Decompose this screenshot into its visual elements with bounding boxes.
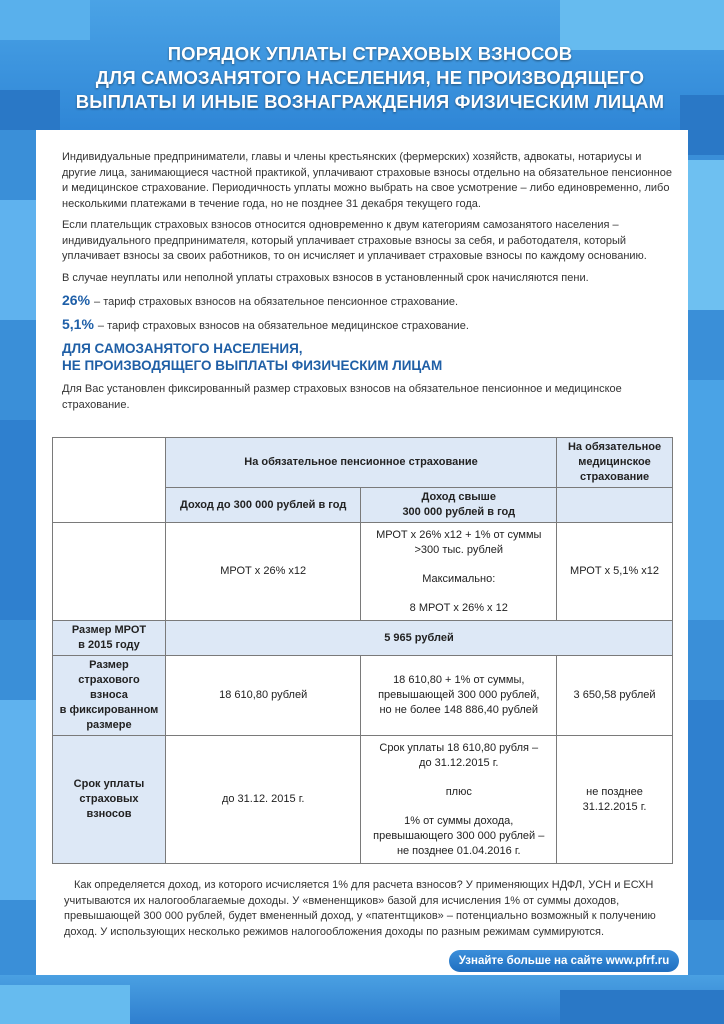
content-sheet (36, 130, 688, 975)
section-heading (62, 340, 674, 374)
formula-high-line-3: Максимально: (422, 572, 496, 585)
fixed-label (53, 656, 166, 736)
income-explanation (64, 878, 676, 946)
decor-tile (688, 700, 724, 920)
formula-low: МРОТ х 26% х12 (165, 523, 361, 621)
header-income-high-line-1: Доход свыше (421, 491, 496, 503)
term-medical-line-2: 31.12.2015 г. (582, 800, 647, 813)
formula-high-line-2: >300 тыс. рублей (414, 543, 503, 556)
fixed-high-line-3: но не более 148 886,40 рублей (379, 704, 539, 716)
pension-rate-row (62, 292, 674, 308)
fixed-high-line-1: 18 610,80 + 1% от суммы, (393, 674, 525, 686)
intro-paragraph-3: В случае неуплаты или неполной уплаты страховых взносов в установленный срок начисляются пени. (62, 271, 589, 284)
decor-tile (688, 380, 724, 620)
formula-row-label (53, 523, 166, 621)
mrot-label-line-2: в 2015 году (78, 639, 140, 651)
mrot-label (53, 621, 166, 656)
header-medical: На обязательное медицинское страхование (557, 438, 673, 488)
decor-tile (0, 420, 36, 620)
term-label (53, 736, 166, 864)
title-line-3: ВЫПЛАТЫ И ИНЫЕ ВОЗНАГРАЖДЕНИЯ ФИЗИЧЕСКИМ ЛИЦАМ (75, 91, 665, 112)
intro-section (62, 150, 674, 419)
medical-rate-text: – тариф страховых взносов на обязательное медицинское страхование. (97, 320, 469, 332)
fixed-label-line-5: размере (86, 719, 132, 731)
term-high-line-4: 1% от суммы дохода, (404, 814, 514, 827)
term-high-line-6: не позднее 01.04.2016 г. (396, 844, 521, 857)
fixed-high (361, 656, 557, 736)
pension-rate-text: – тариф страховых взносов на обязательное пенсионное страхование. (94, 296, 459, 308)
decor-tile (688, 160, 724, 310)
decor-tile (0, 90, 60, 130)
fixed-label-line-1: Размер (89, 659, 129, 671)
formula-high-line-1: МРОТ х 26% х12 + 1% от суммы (376, 528, 542, 541)
decor-tile (0, 0, 90, 40)
term-high-line-5: превышающего 300 000 рублей – (373, 829, 545, 842)
header-pension: На обязательное пенсионное страхование (165, 438, 556, 488)
fixed-label-line-4: в фиксированном (59, 704, 159, 716)
section-heading-line-2: НЕ ПРОИЗВОДЯЩЕГО ВЫПЛАТЫ ФИЗИЧЕСКИМ ЛИЦАМ (62, 358, 443, 373)
decor-tile (560, 990, 724, 1024)
title-line-2: ДЛЯ САМОЗАНЯТОГО НАСЕЛЕНИЯ, НЕ ПРОИЗВОДЯЩЕГО (95, 67, 645, 88)
formula-medical: МРОТ х 5,1% х12 (557, 523, 673, 621)
header-income-high (361, 488, 557, 523)
formula-high-line-4: 8 МРОТ х 26% х 12 (409, 601, 508, 614)
mrot-value: 5 965 рублей (165, 621, 672, 656)
term-medical (557, 736, 673, 864)
section-intro: Для Вас установлен фиксированный размер страховых взносов на обязательное пенсионное и медицинское страхование. (62, 383, 622, 411)
header-income-low: Доход до 300 000 рублей в год (165, 488, 361, 523)
table-corner-cell (53, 438, 166, 523)
term-high-line-1: Срок уплаты 18 610,80 рубля – (379, 741, 539, 754)
intro-paragraph-2: Если плательщик страховых взносов относится одновременно к двум категориям самозанятого населения – индивидуального предпринимателя, который уплачивает страховые взносы за себя, и работодателя, который уплачивает взносы за своих работников, то он исчисляет и уплачивает страховые взносы по каждому основанию. (62, 219, 647, 262)
intro-paragraph-1: Индивидуальные предприниматели, главы и члены крестьянских (фермерских) хозяйств, адвокаты, нотариусы и другие лица, занимающиеся частной практикой, уплачивают страховые взносы отдельно на обязательное пенсионное и медицинское страхование. Периодичность уплаты можно выбрать на свое усмотрение – либо единовременно, либо несколькими платежами в течение года, но не позднее 31 декабря текущего года. (62, 151, 672, 210)
term-high (361, 736, 557, 864)
section-heading-line-1: ДЛЯ САМОЗАНЯТОГО НАСЕЛЕНИЯ, (62, 341, 303, 356)
contributions-table (52, 437, 673, 864)
medical-rate-value: 5,1% (62, 316, 94, 332)
term-low: до 31.12. 2015 г. (165, 736, 361, 864)
term-high-line-2: до 31.12.2015 г. (419, 756, 499, 769)
header-income-high-line-2: 300 000 рублей в год (402, 506, 516, 518)
pension-rate-value: 26% (62, 292, 91, 308)
formula-high (361, 523, 557, 621)
fixed-label-line-3: взноса (90, 689, 128, 701)
header-medical-empty (557, 488, 673, 523)
title-line-1: ПОРЯДОК УПЛАТЫ СТРАХОВЫХ ВЗНОСОВ (167, 43, 573, 64)
fixed-medical: 3 650,58 рублей (557, 656, 673, 736)
mrot-label-line-1: Размер МРОТ (71, 624, 147, 636)
income-explanation-paragraph: Как определяется доход, из которого исчисляется 1% для расчета взносов? У применяющих НДФЛ, УСН и ЕСХН учитываются их налогооблагаемые доходы. У «вмененщиков» базой для исчисления 1% от суммы доходов, превышающей 300 000 рублей, будет вмененный доход, у «патентщиков» – потенциально возможный к получению доход. У использующих несколько режимов налогообложения доходы по разным режимам суммируются. (64, 879, 656, 938)
term-label-line-3: взносов (86, 808, 132, 820)
term-label-line-2: страховых (79, 793, 139, 805)
decor-tile (0, 985, 130, 1024)
medical-rate-row (62, 316, 674, 332)
fixed-label-line-2: страхового (78, 674, 140, 686)
decor-tile (0, 200, 36, 320)
term-label-line-1: Срок уплаты (73, 778, 145, 790)
decor-tile (0, 700, 36, 900)
fixed-low: 18 610,80 рублей (165, 656, 361, 736)
pfrf-site-link[interactable]: Узнайте больше на сайте www.pfrf.ru (449, 950, 679, 972)
fixed-high-line-2: превышающей 300 000 рублей, (378, 689, 540, 701)
term-medical-line-1: не позднее (586, 785, 643, 798)
term-high-line-3: плюс (445, 785, 472, 798)
page-title (60, 42, 680, 114)
